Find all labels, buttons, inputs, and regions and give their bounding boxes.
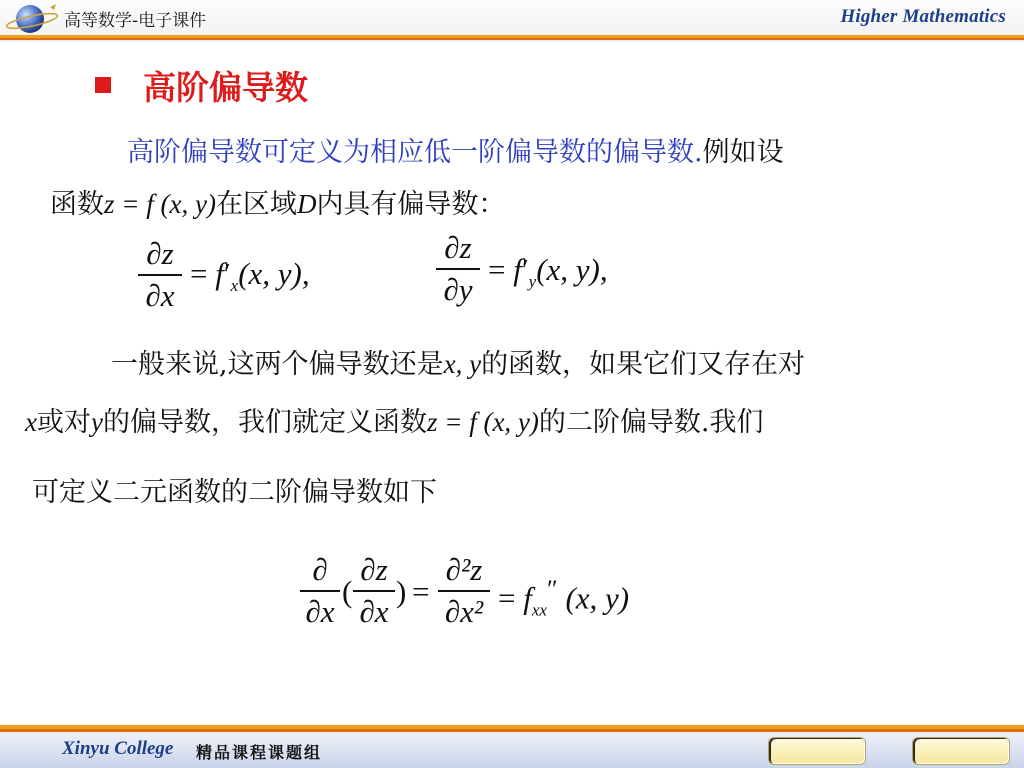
fraction-bar (438, 590, 490, 592)
next-slide-button[interactable] (912, 737, 1010, 765)
fraction-dz-dx (138, 236, 182, 314)
function-symbol: f (215, 256, 224, 291)
define-text: 的偏导数，我们就定义函数 (102, 407, 427, 438)
fraction-numerator: ∂²z (445, 552, 483, 587)
function-arguments: (x, y) (565, 580, 630, 616)
formula1-rhs (190, 256, 310, 296)
equals-sign: = (412, 574, 430, 609)
subscript-y: y (528, 272, 537, 292)
function-label: 函数 (50, 189, 104, 220)
variables-xy: x, y (443, 349, 482, 379)
second-order-text: 的二阶偏导数.我们 (538, 407, 764, 438)
left-paren: ( (342, 574, 353, 609)
function-expression: z = f (x, y) (104, 189, 216, 219)
fraction-numerator: ∂z (444, 230, 472, 265)
bullet-square-icon (95, 77, 111, 93)
fraction-denominator: ∂x (359, 594, 389, 629)
region-label: 在区域 (215, 189, 297, 220)
fraction-denominator: ∂x (305, 594, 335, 629)
section-heading: 高阶偏导数 (143, 68, 308, 107)
condition-text: 的函数，如果它们又存在对 (481, 349, 806, 380)
equals-sign: = (498, 580, 516, 616)
globe-logo-icon (6, 1, 62, 35)
fraction-bar (353, 590, 395, 592)
fraction-denominator: ∂x² (444, 594, 484, 629)
right-paren: ) (396, 574, 407, 609)
header-rule-accent (0, 38, 1024, 40)
fraction-dz-dy (436, 230, 480, 308)
prev-slide-button[interactable] (768, 737, 866, 765)
variable-y: y (90, 407, 103, 437)
subscript-x: x (230, 276, 239, 296)
fraction-bar (436, 268, 480, 270)
fraction-d-dx (300, 552, 340, 630)
formula3-rhs (498, 574, 629, 621)
region-symbol: D (296, 189, 317, 219)
fraction-numerator: ∂ (312, 552, 328, 587)
fraction-denominator: ∂x (145, 278, 175, 313)
equals-sign: = (488, 252, 506, 287)
double-prime-mark: ″ (546, 574, 558, 603)
function-arguments: (x, y), (238, 256, 310, 291)
paragraph2-line2 (25, 400, 764, 439)
fraction-dz-dx (353, 552, 395, 630)
paragraph2-line1 (111, 342, 805, 381)
partial-derivative-note: 内具有偏导数： (316, 189, 506, 220)
fraction-bar (138, 274, 182, 276)
prime-mark: ′ (521, 252, 529, 287)
course-group-name: 精品课程课题组 (196, 743, 323, 762)
function-expression: z = f (x, y) (426, 407, 539, 437)
course-title: 高等数学-电子课件 (64, 11, 207, 31)
or-text: 或对 (36, 407, 91, 438)
subscript-xx: xx (531, 600, 547, 620)
formula2-rhs (488, 252, 608, 292)
prime-mark: ′ (223, 256, 231, 291)
equals-sign: = (190, 256, 208, 291)
definition-text: 高阶偏导数可定义为相应低一阶偏导数的偏导数. (127, 137, 703, 168)
fraction-denominator: ∂y (443, 272, 473, 307)
fraction-bar (300, 590, 340, 592)
fraction-numerator: ∂z (360, 552, 388, 587)
college-name: Xinyu College (62, 738, 174, 759)
general-statement: 一般来说,这两个偏导数还是 (111, 349, 444, 380)
course-title-en: Higher Mathematics (840, 6, 1006, 27)
function-symbol: f (513, 252, 522, 287)
paragraph1-line2 (50, 182, 505, 221)
variable-x: x (25, 407, 37, 437)
example-lead: 例如设 (702, 137, 784, 168)
function-arguments: (x, y), (536, 252, 608, 287)
function-symbol: f (523, 580, 532, 616)
paragraph2-line3: 可定义二元函数的二阶偏导数如下 (32, 477, 437, 508)
fraction-d2z-dx2 (438, 552, 490, 630)
paragraph1-line1 (127, 130, 784, 169)
fraction-numerator: ∂z (146, 236, 174, 271)
